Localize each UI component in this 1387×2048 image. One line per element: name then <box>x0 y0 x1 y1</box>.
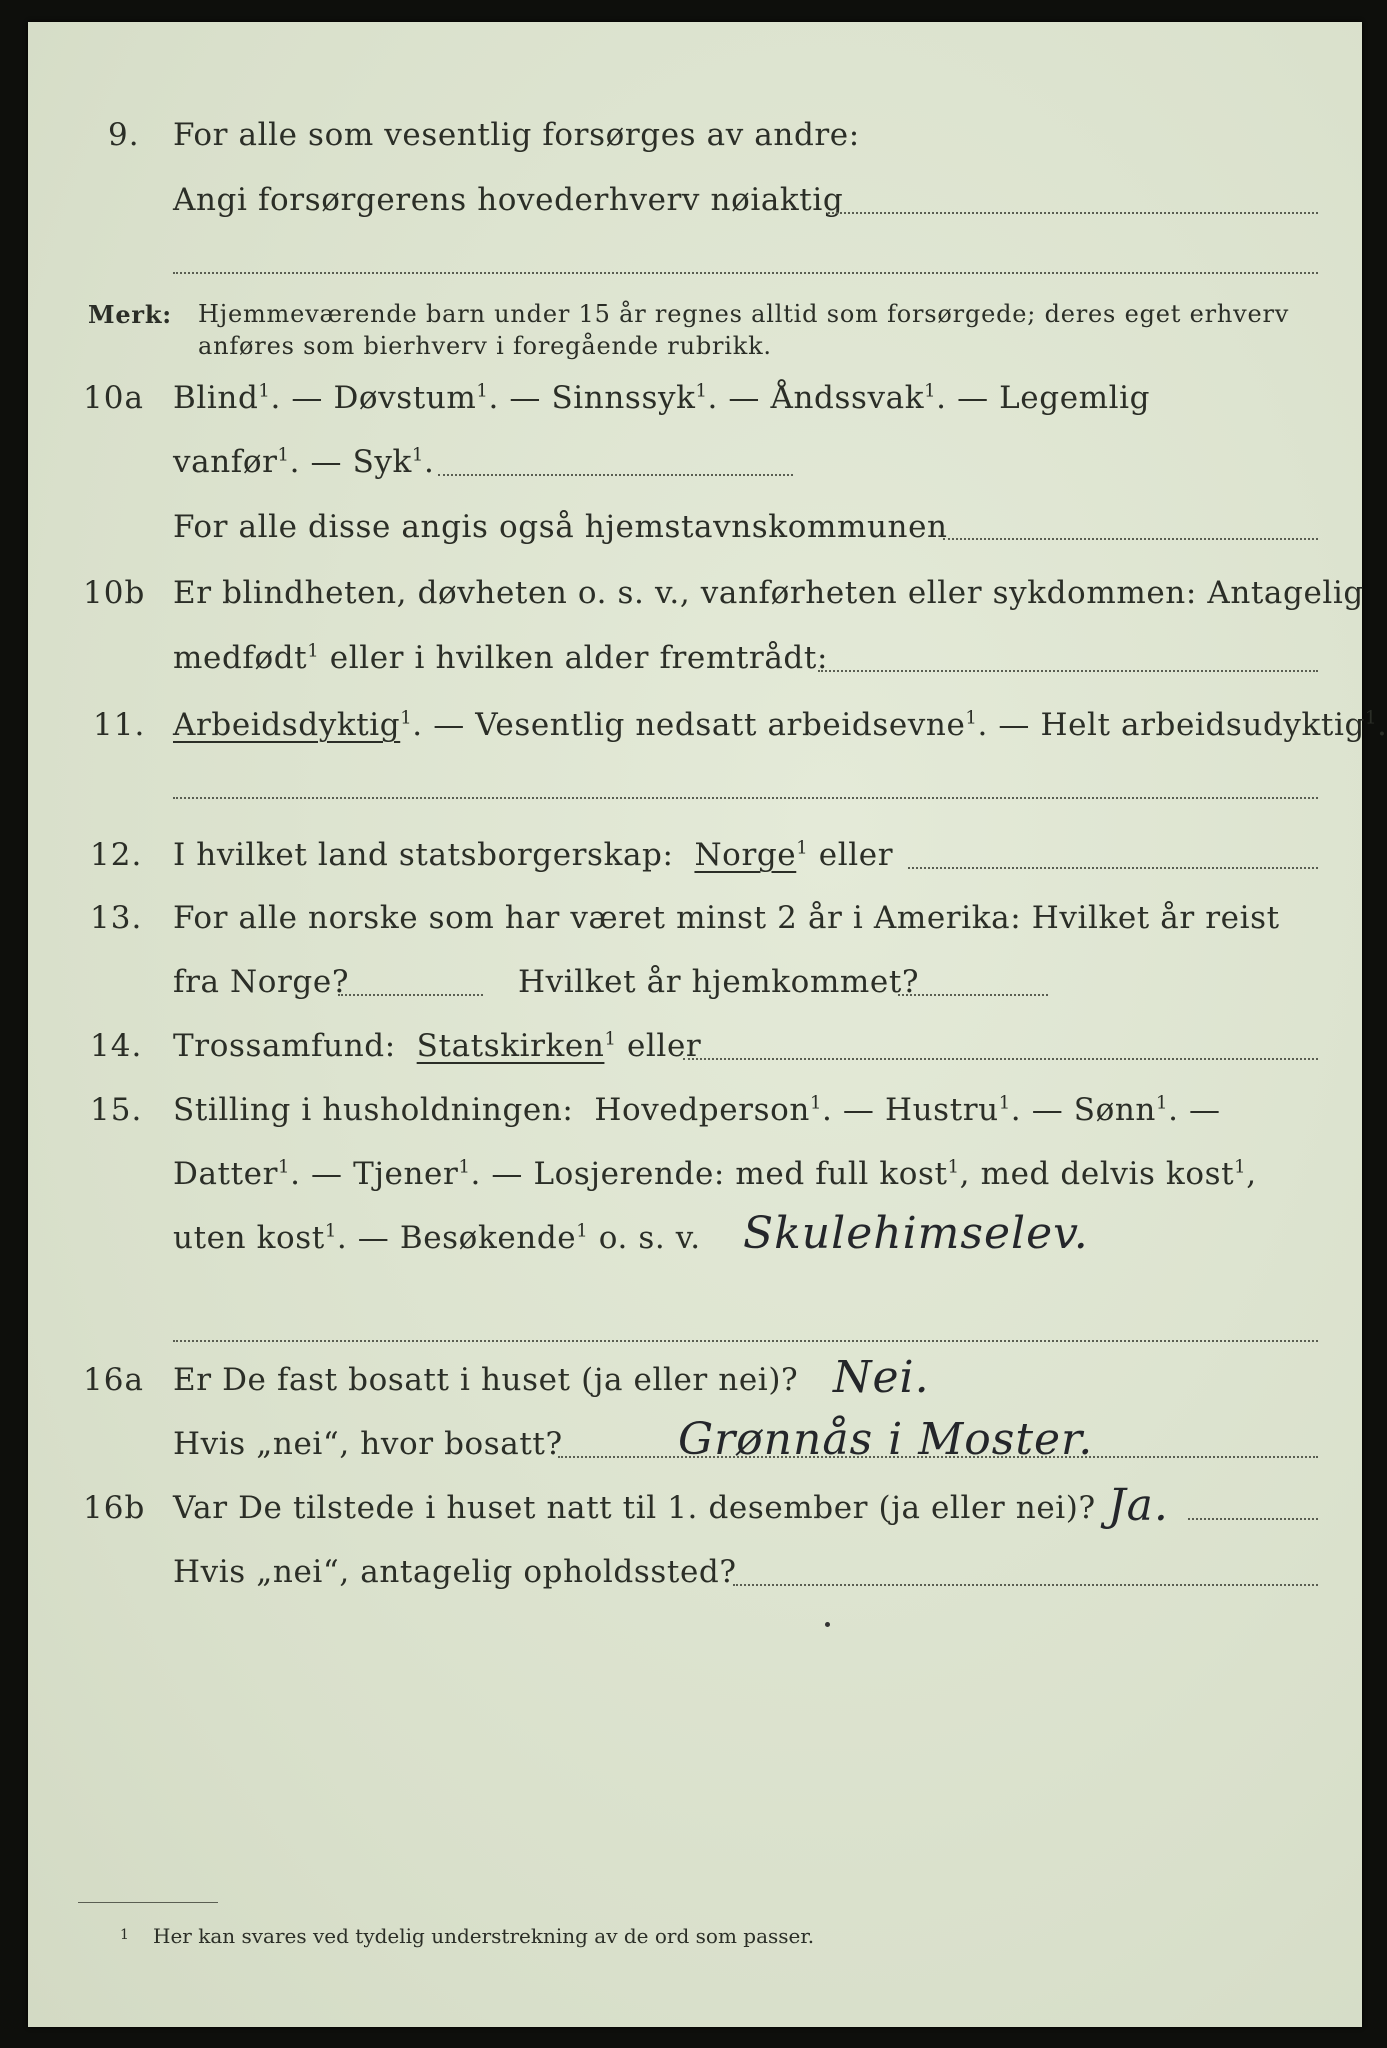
q15-line2: Datter$^1$. — Tjener$^1$. — Losjerende: med full kost$^1$, med delvis kost$^1$, <box>173 1156 1257 1192</box>
opt-udyktig[interactable]: Helt arbeidsudyktig <box>1040 707 1365 743</box>
q14-eller: eller <box>626 1028 702 1064</box>
opt-medfodt[interactable]: medfødt <box>173 640 308 676</box>
opt-sonn[interactable]: Sønn <box>1073 1092 1156 1128</box>
q9-number: 9. <box>108 117 140 153</box>
opt-hovedperson[interactable]: Hovedperson <box>594 1092 810 1128</box>
opt-andssvak[interactable]: Åndssvak <box>770 380 925 416</box>
q9-answer-line[interactable] <box>828 212 1318 214</box>
opt-blind[interactable]: Blind <box>173 380 259 416</box>
q10a-kommune-line[interactable] <box>943 538 1318 540</box>
q16a-answer2: Grønnås i Moster. <box>678 1414 1094 1465</box>
ink-dot <box>825 1622 830 1627</box>
footnote-rule <box>78 1902 218 1903</box>
opt-hustru[interactable]: Hustru <box>884 1092 999 1128</box>
opt-arbeidsdyktig[interactable]: Arbeidsdyktig <box>173 707 401 743</box>
q16a-line2: Hvis „nei“, hvor bosatt? <box>173 1426 563 1462</box>
census-form-page <box>28 22 1387 2027</box>
merk-line1: Hjemmeværende barn under 15 år regnes alltid som forsørgede; deres eget erhverv <box>198 300 1290 328</box>
opt-vanfor[interactable]: vanfør <box>173 444 278 480</box>
q13-number: 13. <box>90 900 143 936</box>
opt-tjener[interactable]: Tjener <box>353 1156 459 1192</box>
q16b-opholdssted-line[interactable] <box>733 1584 1318 1586</box>
q10a-number: 10a <box>83 380 144 416</box>
q9-line2: Angi forsørgerens hovederhverv nøiaktig <box>173 182 844 218</box>
opt-uten[interactable]: uten kost <box>173 1220 325 1256</box>
footnote-mark: 1 <box>120 1927 129 1943</box>
opt-datter[interactable]: Datter <box>173 1156 279 1192</box>
q15-lead: Stilling i husholdningen: <box>173 1092 574 1128</box>
q11-answer-line[interactable] <box>173 797 1318 799</box>
q10b-number: 10b <box>83 575 146 611</box>
opt-sinnssyk[interactable]: Sinnssyk <box>551 380 696 416</box>
q16a-number: 16a <box>83 1362 144 1398</box>
q14-lead: Trossamfund: <box>173 1028 396 1064</box>
opt-medfull[interactable]: med full kost <box>735 1156 948 1192</box>
q10a-answer-line[interactable] <box>438 474 793 476</box>
q11-number: 11. <box>93 707 146 743</box>
q16b-line2: Hvis „nei“, antagelig opholdssted? <box>173 1554 737 1590</box>
q10b-line1: Er blindheten, døvheten o. s. v., vanførheten eller sykdommen: Antagelig <box>173 575 1364 611</box>
q16b-answer1: Ja. <box>1108 1480 1169 1531</box>
q11-line: Arbeidsdyktig$^1$. — Vesentlig nedsatt arbeidsevne$^1$. — Helt arbeidsudyktig$^1$. <box>173 707 1387 743</box>
q15-handwritten-answer: Skulehimselev. <box>743 1208 1089 1259</box>
opt-dovstum[interactable]: Døvstum <box>333 380 477 416</box>
q15-losjerende: Losjerende: <box>533 1156 725 1192</box>
opt-legemlig[interactable]: Legemlig <box>999 380 1151 416</box>
q16b-answer-line[interactable] <box>1188 1518 1318 1520</box>
q10b-line2: medfødt$^1$ eller i hvilken alder fremtrådt: <box>173 640 828 676</box>
q10a-line2: vanfør$^1$. — Syk$^1$. <box>173 444 435 480</box>
opt-norge[interactable]: Norge <box>694 837 797 873</box>
q10b-line2-rest: eller i hvilken alder fremtrådt: <box>329 640 828 676</box>
q9-answer-line-2[interactable] <box>173 272 1318 274</box>
q15-line3: uten kost$^1$. — Besøkende$^1$ o. s. v. <box>173 1220 701 1256</box>
opt-nedsatt[interactable]: Vesentlig nedsatt arbeidsevne <box>475 707 966 743</box>
q14-answer-line[interactable] <box>683 1058 1318 1060</box>
q10a-line1: Blind$^1$. — Døvstum$^1$. — Sinnssyk$^1$. — Åndssvak$^1$. — Legemlig <box>173 380 1151 416</box>
q13-hjemkommet-line[interactable] <box>898 994 1048 996</box>
q13-line2b: Hvilket år hjemkommet? <box>518 964 920 1000</box>
q13-line2a: fra Norge? <box>173 964 350 1000</box>
q12-number: 12. <box>90 837 143 873</box>
merk-label: Merk: <box>88 300 172 329</box>
q16a-line1: Er De fast bosatt i huset (ja eller nei)? <box>173 1362 799 1398</box>
q16a-answer1: Nei. <box>833 1352 930 1403</box>
q16b-number: 16b <box>83 1490 146 1526</box>
q14-line: Trossamfund: Statskirken$^1$ eller <box>173 1028 702 1064</box>
footnote-text: Her kan svares ved tydelig understrekning av de ord som passer. <box>153 1924 815 1948</box>
q15-answer-line-2[interactable] <box>173 1340 1318 1342</box>
opt-statskirken[interactable]: Statskirken <box>416 1028 605 1064</box>
q13-reist-line[interactable] <box>338 994 483 996</box>
q15-line1: Stilling i husholdningen: Hovedperson$^1$. — Hustru$^1$. — Sønn$^1$. — <box>173 1092 1221 1128</box>
q13-line1: For alle norske som har været minst 2 år i Amerika: Hvilket år reist <box>173 900 1280 936</box>
q16b-line1: Var De tilstede i huset natt til 1. desember (ja eller nei)? <box>173 1490 1096 1526</box>
q14-number: 14. <box>90 1028 143 1064</box>
q12-eller: eller <box>818 837 894 873</box>
q15-osv: o. s. v. <box>598 1220 701 1256</box>
merk-line2: anføres som bierhverv i foregående rubrikk. <box>198 332 772 360</box>
opt-besokende[interactable]: Besøkende <box>399 1220 577 1256</box>
opt-meddelvis[interactable]: med delvis kost <box>980 1156 1235 1192</box>
opt-syk[interactable]: Syk <box>352 444 412 480</box>
q12-line: I hvilket land statsborgerskap: Norge$^1$ eller <box>173 837 894 873</box>
q10b-answer-line[interactable] <box>818 670 1318 672</box>
q12-answer-line[interactable] <box>908 867 1318 869</box>
q10a-line3: For alle disse angis også hjemstavnskommunen <box>173 509 948 545</box>
q12-lead: I hvilket land statsborgerskap: <box>173 837 674 873</box>
q9-line1: For alle som vesentlig forsørges av andre: <box>173 117 860 153</box>
q15-number: 15. <box>90 1092 143 1128</box>
